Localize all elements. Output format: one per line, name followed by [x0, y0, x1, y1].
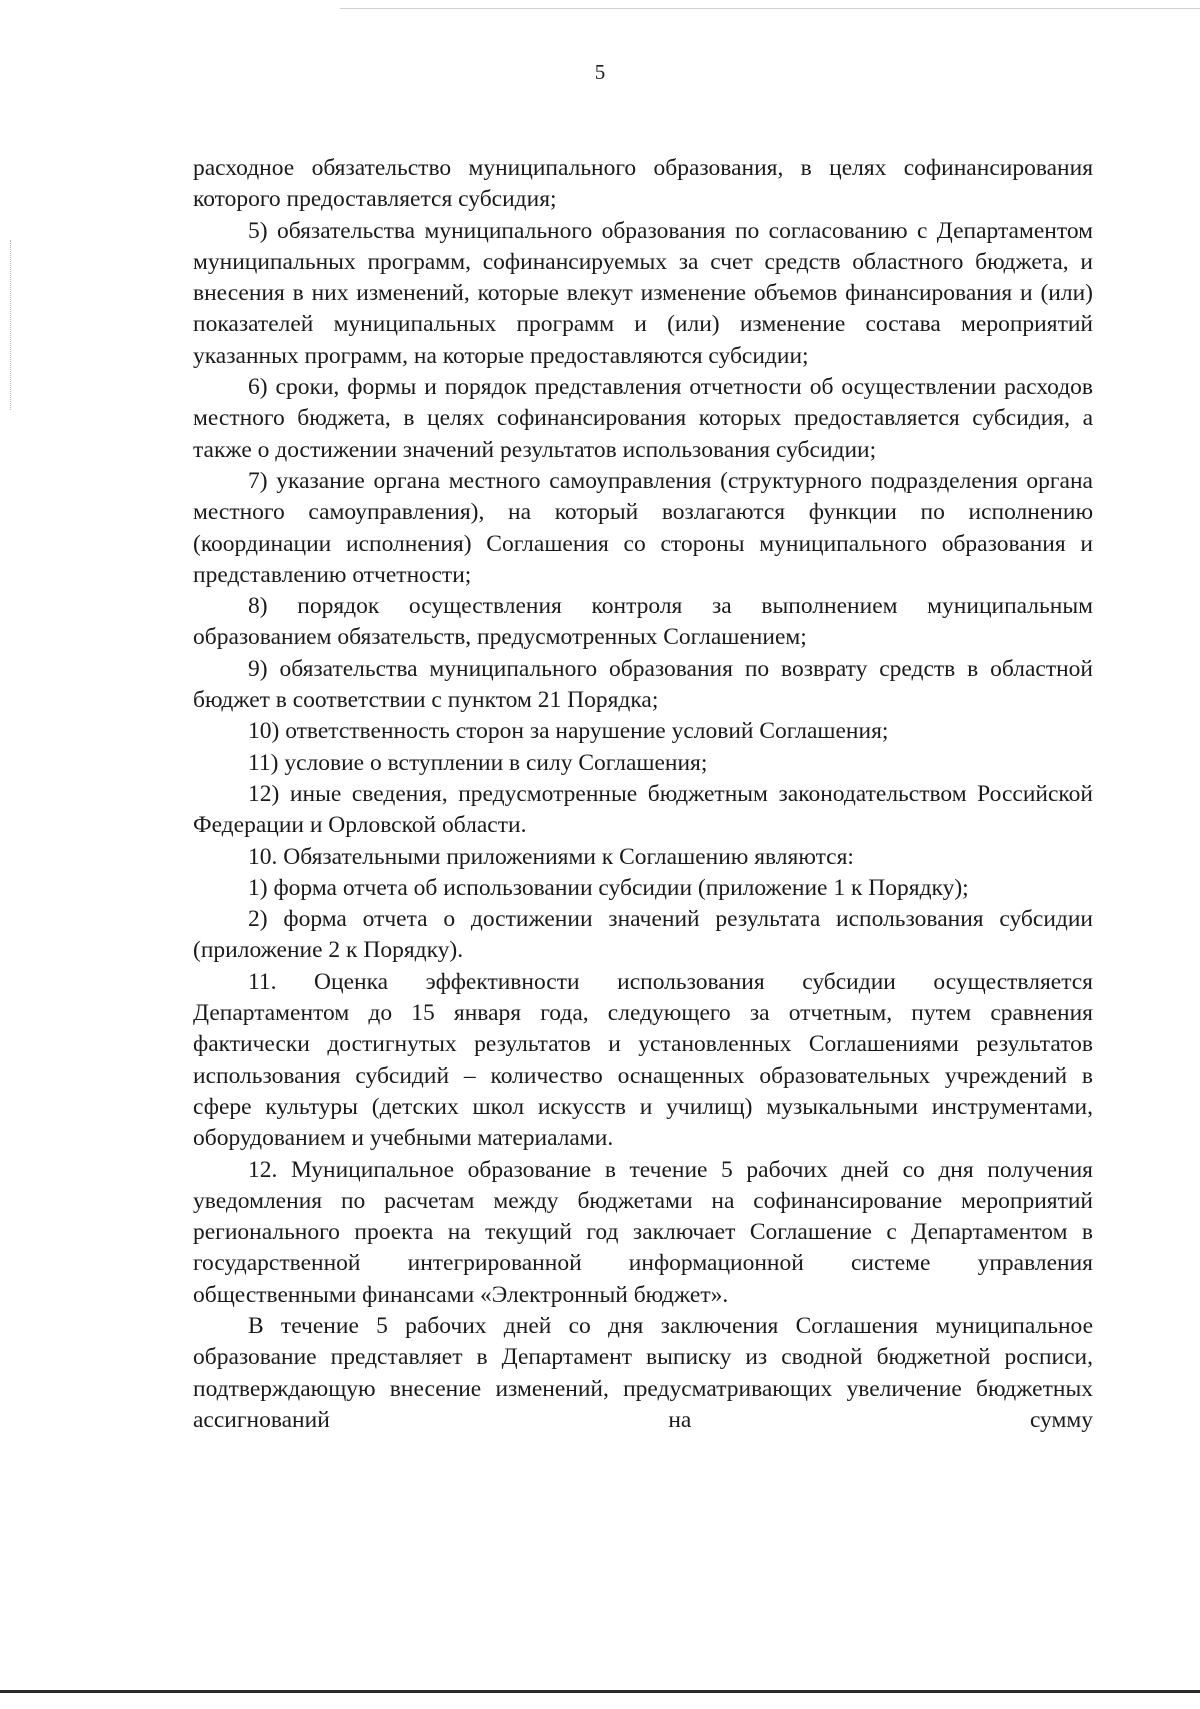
paragraph-extract-submission: В течение 5 рабочих дней со дня заключения Соглашения муниципальное образование представляет в Департамент выписку из сводной бюджетной росписи, подтверждающую внесение изменений, предусматривающих увеличение бюджетных ассигнований на сумму — [193, 1312, 1093, 1433]
paragraph-appendix-2: 2) форма отчета о достижении значений результата использования субсидии (приложение 2 к Порядку). — [193, 906, 1093, 964]
document-body — [193, 153, 1093, 1436]
paragraph-item-11: 11) условие о вступлении в силу Соглашения; — [248, 749, 708, 776]
paragraph-continuation: расходное обязательство муниципального образования, в целях софинансирования которого предоставляется субсидия; — [193, 155, 1093, 213]
paragraph-item-7: 7) указание органа местного самоуправления (структурного подразделения органа местного самоуправления), на который возлагаются функции по исполнению (координации исполнения) Соглашения со стороны муниципального образования и представлению отчетности; — [193, 467, 1093, 588]
paragraph-item-5: 5) обязательства муниципального образования по согласованию с Департаментом муниципальных программ, софинансируемых за счет средств областного бюджета, и внесения в них изменений, которые влекут изменение объемов финансирования и (или) показателей муниципальных программ и (или) изменение состава мероприятий указанных программ, на которые предоставляются субсидии; — [193, 217, 1093, 369]
paragraph-item-12: 12) иные сведения, предусмотренные бюджетным законодательством Российской Федерации и Орловской области. — [193, 780, 1093, 839]
paragraph-section-10: 10. Обязательными приложениями к Соглашению являются: — [248, 843, 854, 870]
paragraph-appendix-1: 1) форма отчета об использовании субсидии (приложение 1 к Порядку); — [248, 874, 969, 901]
paragraph-item-6: 6) сроки, формы и порядок представления отчетности об осуществлении расходов местного бюджета, в целях софинансирования которых предоставляется субсидия, а также о достижении значений результатов использования субсидии; — [193, 374, 1093, 463]
paragraph-item-9: 9) обязательства муниципального образования по возврату средств в областной бюджет в соответствии с пунктом 21 Порядка; — [193, 655, 1093, 714]
page-number: 5 — [594, 60, 606, 84]
paragraph-section-12: 12. Муниципальное образование в течение 5 рабочих дней со дня получения уведомления по расчетам между бюджетами на софинансирование мероприятий регионального проекта на текущий год заключает Соглашение с Департаментом в государственной интегрированной информационной системе управления общественными финансами «Электронный бюджет». — [193, 1156, 1093, 1308]
scan-top-edge-line — [340, 8, 1200, 9]
paragraph-section-11: 11. Оценка эффективности использования субсидии осуществляется Департаментом до 15 января года, следующего за отчетным, путем сравнения фактически достигнутых результатов и установленных Соглашениями результатов использования субсидий – количество оснащенных образовательных учреждений в сфере культуры (детских школ искусств и училищ) музыкальными инструментами, оборудованием и учебными материалами. — [193, 968, 1093, 1152]
scan-left-edge-marks — [10, 240, 12, 410]
paragraph-item-10: 10) ответственность сторон за нарушение условий Соглашения; — [248, 718, 889, 745]
scan-bottom-edge-line — [0, 1690, 1200, 1693]
paragraph-item-8: 8) порядок осуществления контроля за выполнением муниципальным образованием обязательств, предусмотренных Соглашением; — [193, 593, 1093, 651]
